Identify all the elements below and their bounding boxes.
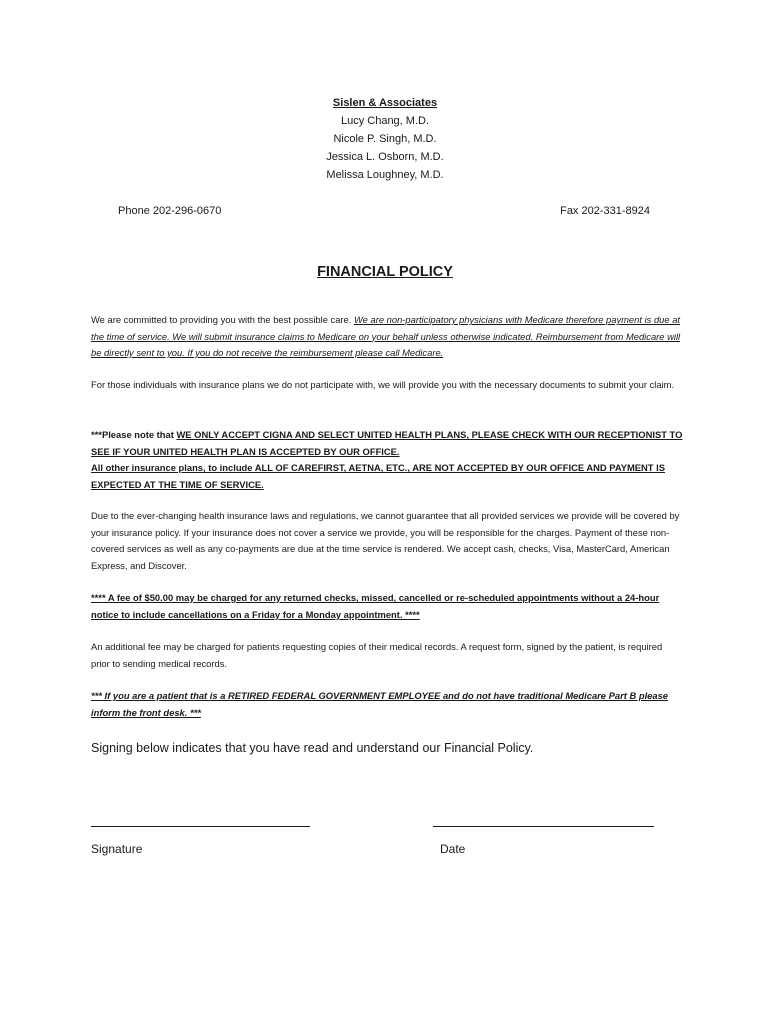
signature-line[interactable] xyxy=(91,826,310,827)
medicare-notice: We are non-participatory physicians with Medicare therefore payment is due at the time of service. We will submit insurance claims to Medicare on your behalf unless otherwise indicated. Reimbursement from Medicare will be directly sent to you. If you do not receive the reimbursement please call Medicare. xyxy=(91,314,681,358)
signature-label: Signature xyxy=(91,842,143,856)
accepted-plans-paragraph xyxy=(91,427,683,493)
not-accepted-plans-notice: All other insurance plans, to include ALL OF CAREFIRST, AETNA, ETC., ARE NOT ACCEPTED BY OUR OFFICE AND PAYMENT IS EXPECTED AT THE TIME OF SERVICE. xyxy=(91,462,666,490)
medicare-paragraph xyxy=(91,312,683,362)
medical-records-paragraph: An additional fee may be charged for patients requesting copies of their medical records. A request form, signed by the patient, is required prior to sending medical records. xyxy=(91,641,663,669)
page-title: FINANCIAL POLICY xyxy=(317,264,453,280)
doctor-name: Nicole P. Singh, M.D. xyxy=(333,133,437,145)
fee-notice: **** A fee of $50.00 may be charged for any returned checks, missed, cancelled or re-scheduled appointments without a 24-hour notice to include cancellations on a Friday for a Monday appointment. **** xyxy=(91,592,660,620)
coverage-paragraph: Due to the ever-changing health insurance laws and regulations, we cannot guarantee that all provided services we provide will be covered by your insurance policy. If your insurance does not cover a service we provide, you will be responsible for the charges. Payment of these non-covered services as well as any co-payments are due at the time service is rendered. We accept cash, checks, Visa, MasterCard, American Express, and Discover. xyxy=(91,510,680,571)
practice-name: Sislen & Associates xyxy=(332,97,438,109)
doctor-name: Melissa Loughney, M.D. xyxy=(326,169,444,181)
date-label: Date xyxy=(440,842,466,856)
letterhead xyxy=(0,94,770,184)
fax-number: Fax 202-331-8924 xyxy=(560,205,650,217)
doctor-name: Jessica L. Osborn, M.D. xyxy=(326,151,444,163)
date-line[interactable] xyxy=(433,826,654,827)
federal-employee-notice: *** If you are a patient that is a RETIRED FEDERAL GOVERNMENT EMPLOYEE and do not have traditional Medicare Part B please inform the front desk. *** xyxy=(91,690,669,718)
doctor-name: Lucy Chang, M.D. xyxy=(340,115,430,127)
accepted-plans-notice: WE ONLY ACCEPT CIGNA AND SELECT UNITED HEALTH PLANS, PLEASE CHECK WITH OUR RECEPTIONIST TO SEE IF YOUR UNITED HEALTH PLAN IS ACCEPTED BY OUR OFFICE. xyxy=(91,429,683,457)
non-participating-paragraph: For those individuals with insurance plans we do not participate with, we will provide you with the necessary documents to submit your claim. xyxy=(91,379,675,390)
phone-number: Phone 202-296-0670 xyxy=(118,205,222,217)
signing-statement: Signing below indicates that you have read and understand our Financial Policy. xyxy=(91,741,534,755)
medicare-lead: We are committed to providing you with the best possible care. xyxy=(91,314,354,325)
accepted-plans-lead: ***Please note that xyxy=(91,429,177,440)
